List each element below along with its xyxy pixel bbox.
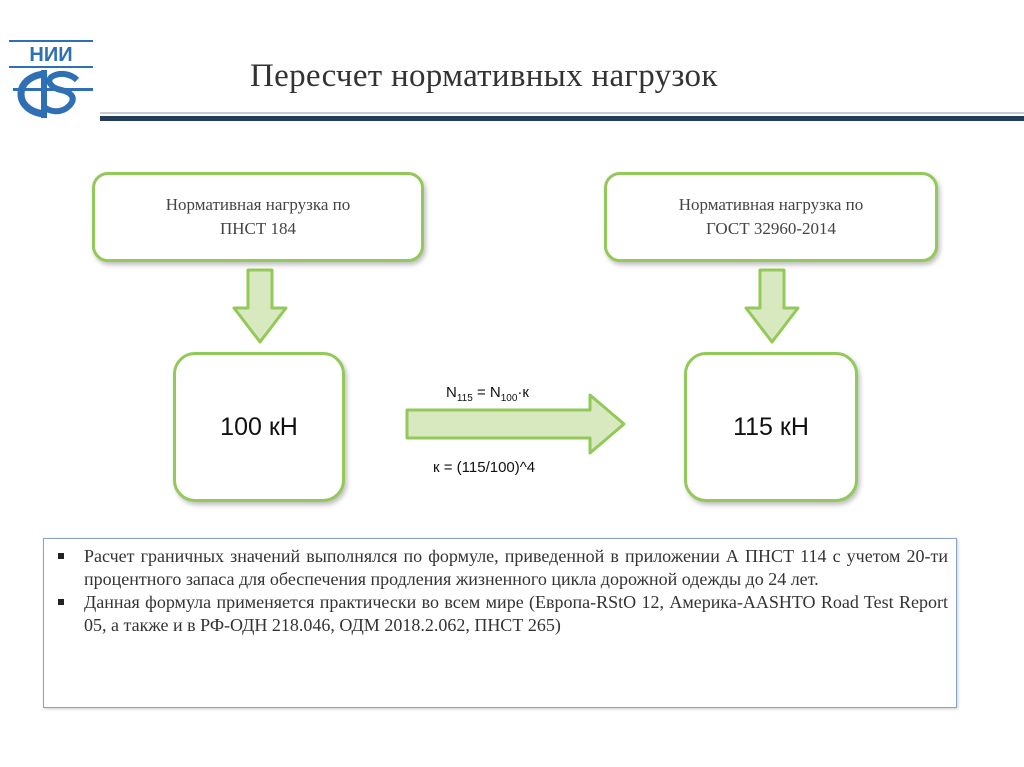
source-standard: ГОСТ 32960-2014 [705,219,836,238]
source-label: Нормативная нагрузка по [678,195,864,214]
source-box-gost-32960 [604,172,938,262]
source-box-pnst-184 [92,172,424,262]
note-item: Расчет граничных значений выполнялся по формуле, приведенной в приложении А ПНСТ 114 с учетом 20-ти процентного запаса для обеспечения продления жизненного цикла дорожной одежды до 24 лет. [56,545,948,591]
note-item: Данная формула применяется практически во всем мире (Европа-RStO 12, Америка-AASHTO Road Test Report 05, а также и в РФ-ОДН 218.046, ОДМ 2018.2.062, ПНСТ 265) [56,591,948,637]
notes-box [43,538,957,708]
value-115kn: 115 кН [733,412,809,441]
right-arrow-icon [404,392,628,456]
notes-list [56,545,948,637]
down-arrow-right-icon [742,268,802,348]
value-box-100kn [173,352,345,502]
header-rule-light [100,112,1024,114]
header-rule [100,116,1024,121]
formula-k: к = (115/100)^4 [433,459,536,476]
source-standard: ПНСТ 184 [219,219,296,238]
value-100kn: 100 кН [220,412,298,441]
formula-n115: $N_{115} = N_{100}\cdot к$ [446,384,529,404]
source-label: Нормативная нагрузка по [165,195,351,214]
institute-logo [3,28,99,120]
page-title: Пересчет нормативных нагрузок [250,58,718,94]
logo-graphic [3,28,99,120]
down-arrow-left-icon [230,268,290,348]
logo-text: НИИ [29,44,73,66]
value-box-115kn [684,352,858,502]
